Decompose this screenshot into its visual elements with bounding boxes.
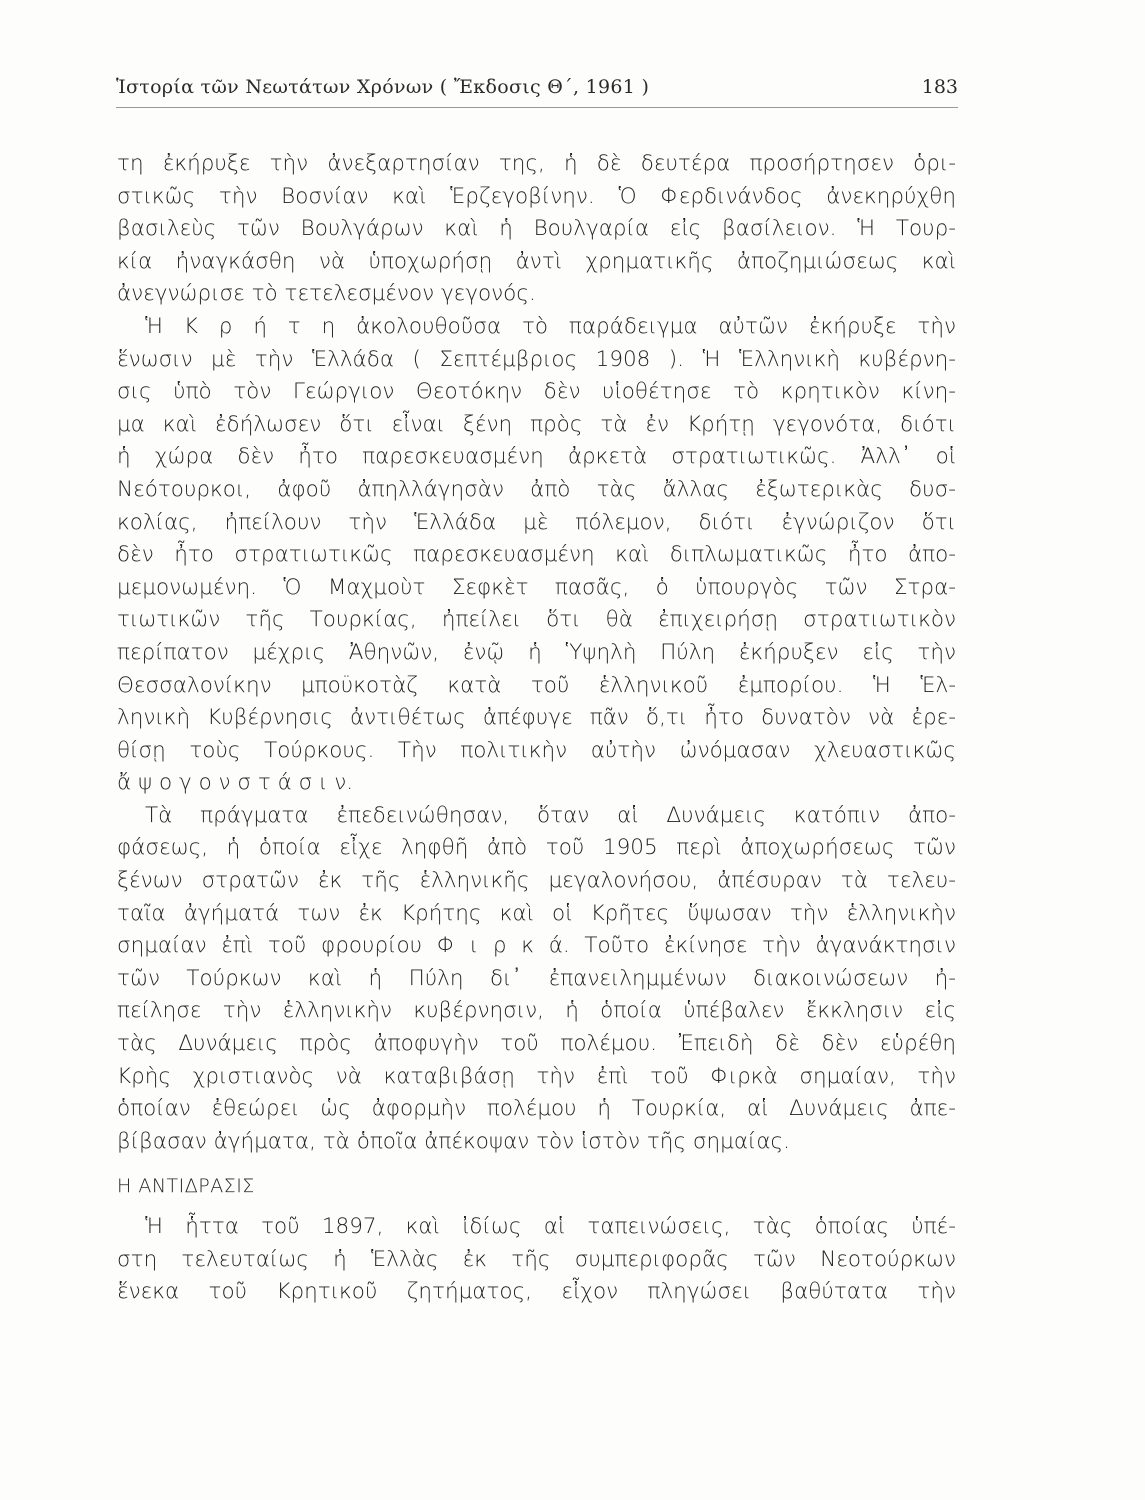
text-line: τιωτικῶν τῆς Τουρκίας, ἠπείλει ὅτι θὰ ἐπιχειρήσῃ στρατιωτικὸν <box>117 607 956 633</box>
text-line: βασιλεὺς τῶν Βουλγάρων καὶ ἡ Βουλγαρία εἰς βασίλειον. Ἡ Τουρ- <box>117 216 956 242</box>
text-line: κολίας, ἠπείλουν τὴν Ἑλλάδα μὲ πόλεμον, διότι ἐγνώριζον ὅτι <box>117 509 956 535</box>
text-line: τῶν Τούρκων καὶ ἡ Πύλη δι᾽ ἐπανειλημμένων διακοινώσεων ἠ- <box>117 965 956 991</box>
text-line: ἄ ψ ο γ ο ν σ τ ά σ ι ν. <box>117 770 354 796</box>
paragraph <box>117 1211 956 1309</box>
text-line: στικῶς τὴν Βοσνίαν καὶ Ἑρζεγοβίνην. Ὁ Φερδινάνδος ἀνεκηρύχθη <box>117 183 956 209</box>
text-line: τη ἐκήρυξε τὴν ἀνεξαρτησίαν της, ἡ δὲ δευτέρα προσήρτησεν ὁρι- <box>117 151 956 176</box>
text-line: Θεσσαλονίκην μποϋκοτὰζ κατὰ τοῦ ἑλληνικοῦ ἐμπορίου. Ἡ Ἑλ- <box>117 672 956 698</box>
text-line: Τὰ πράγματα ἐπεδεινώθησαν, ὅταν αἱ Δυνάμεις κατόπιν ἀπο- <box>145 802 956 828</box>
text-line: θίσῃ τοὺς Τούρκους. Τὴν πολιτικὴν αὐτὴν ὠνόμασαν χλευαστικῶς <box>117 737 956 763</box>
section-heading: Η ΑΝΤΙΔΡΑΣΙΣ <box>117 1175 255 1198</box>
text-line: Νεότουρκοι, ἀφοῦ ἀπηλλάγησὰν ἀπὸ τὰς ἄλλας ἐξωτερικὰς δυσ- <box>117 476 956 502</box>
running-title: Ἱστορία τῶν Νεωτάτων Χρόνων ( Ἔκδοσις Θ΄, 1961 ) <box>116 76 650 98</box>
header-rule <box>116 107 958 108</box>
text-line: βίβασαν ἀγήματα, τὰ ὁποῖα ἀπέκοψαν τὸν ἱστὸν τῆς σημαίας. <box>117 1128 790 1154</box>
paragraph <box>117 148 956 311</box>
paragraph <box>117 800 956 1159</box>
text-line: ἡ χώρα δὲν ἦτο παρεσκευασμένη ἀρκετὰ στρατιωτικῶς. Ἀλλ᾽ οἱ <box>117 444 956 470</box>
text-line: στη τελευταίως ἡ Ἑλλὰς ἐκ τῆς συμπεριφορᾶς τῶν Νεοτούρκων <box>117 1246 956 1272</box>
text-line: ληνικὴ Κυβέρνησις ἀντιθέτως ἀπέφυγε πᾶν ὅ,τι ἦτο δυνατὸν νὰ ἐρε- <box>117 705 956 731</box>
text-line: σημαίαν ἐπὶ τοῦ φρουρίου Φ ι ρ κ ά. Τοῦτο ἐκίνησε τὴν ἀγανάκτησιν <box>117 933 956 959</box>
text-line: πείλησε τὴν ἑλληνικὴν κυβέρνησιν, ἡ ὁποία ὑπέβαλεν ἔκκλησιν εἰς <box>117 998 956 1024</box>
page-number: 183 <box>921 76 958 98</box>
text-line: ἀνεγνώρισε τὸ τετελεσμένον γεγονός. <box>117 281 536 307</box>
text-line: ξένων στρατῶν ἐκ τῆς ἑλληνικῆς μεγαλονήσου, ἀπέσυραν τὰ τελευ- <box>117 868 956 894</box>
text-line: τὰς Δυνάμεις πρὸς ἀποφυγὴν τοῦ πολέμου. Ἐπειδὴ δὲ δὲν εὑρέθη <box>117 1031 956 1057</box>
text-line: κία ἠναγκάσθη νὰ ὑποχωρήσῃ ἀντὶ χρηματικῆς ἀποζημιώσεως καὶ <box>117 248 956 274</box>
text-line: Ἡ ἧττα τοῦ 1897, καὶ ἰδίως αἱ ταπεινώσεις, τὰς ὁποίας ὑπέ- <box>145 1214 956 1239</box>
text-line: σις ὑπὸ τὸν Γεώργιον Θεοτόκην δὲν υἱοθέτησε τὸ κρητικὸν κίνη- <box>117 379 956 405</box>
text-line: ἕνεκα τοῦ Κρητικοῦ ζητήματος, εἶχον πληγώσει βαθύτατα τὴν <box>117 1279 956 1305</box>
text-line: Κρὴς χριστιανὸς νὰ καταβιβάσῃ τὴν ἐπὶ τοῦ Φιρκὰ σημαίαν, τὴν <box>117 1063 956 1089</box>
text-line: μα καὶ ἐδήλωσεν ὅτι εἶναι ξένη πρὸς τὰ ἐν Κρήτῃ γεγονότα, διότι <box>117 411 956 437</box>
running-header <box>116 74 958 104</box>
text-line: φάσεως, ἡ ὁποία εἶχε ληφθῆ ἀπὸ τοῦ 1905 περὶ ἀποχωρήσεως τῶν <box>117 835 956 861</box>
text-line: ταῖα ἀγήματά των ἐκ Κρήτης καὶ οἱ Κρῆτες ὕψωσαν τὴν ἑλληνικὴν <box>117 900 956 926</box>
paragraph <box>117 311 956 800</box>
text-line: δὲν ἦτο στρατιωτικῶς παρεσκευασμένη καὶ διπλωματικῶς ἦτο ἀπο- <box>117 542 956 568</box>
text-line: Ἡ Κ ρ ή τ η ἀκολουθοῦσα τὸ παράδειγμα αὐτῶν ἐκήρυξε τὴν <box>145 313 956 339</box>
text-line: περίπατον μέχρις Ἀθηνῶν, ἐνῷ ἡ Ὑψηλὴ Πύλη ἐκήρυξεν εἰς τὴν <box>117 639 956 665</box>
text-line: μεμονωμένη. Ὁ Μαχμοὺτ Σεφκὲτ πασᾶς, ὁ ὑπουργὸς τῶν Στρα- <box>117 574 956 600</box>
text-line: ὁποίαν ἐθεώρει ὡς ἀφορμὴν πολέμου ἡ Τουρκία, αἱ Δυνάμεις ἀπε- <box>117 1096 956 1122</box>
page-body <box>117 148 956 1309</box>
text-line: ἕνωσιν μὲ τὴν Ἑλλάδα ( Σεπτέμβριος 1908 ). Ἡ Ἑλληνικὴ κυβέρνη- <box>117 346 956 372</box>
